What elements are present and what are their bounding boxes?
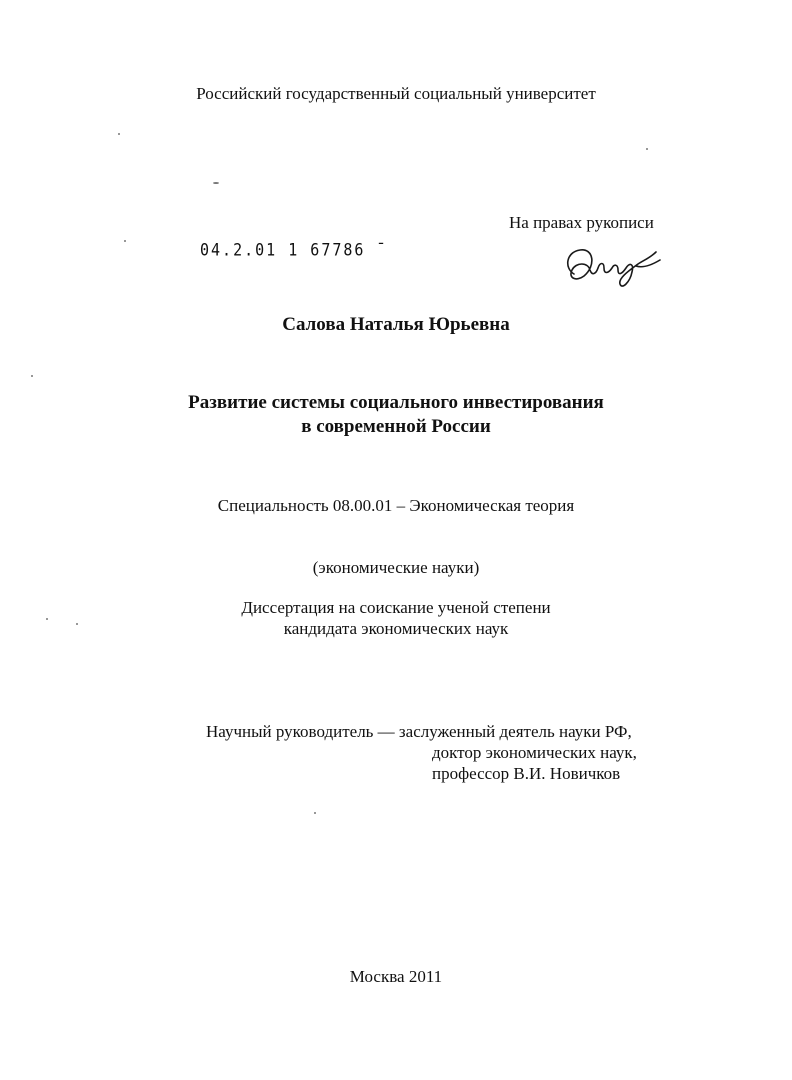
scan-speck [31, 375, 33, 377]
university-name: Российский государственный социальный университет [196, 84, 596, 103]
author-name: Салова Наталья Юрьевна [282, 314, 510, 335]
scan-speck [646, 148, 648, 150]
scan-speck [314, 812, 316, 814]
signature-icon [560, 240, 670, 292]
scan-speck [118, 133, 120, 135]
dissertation-title-line-2: в современной России [301, 416, 491, 437]
manuscript-rights-label: На правах рукописи [509, 213, 654, 232]
supervisor-line-2: доктор экономических наук, [432, 743, 637, 762]
scan-speck [124, 240, 126, 242]
specialty: Специальность 08.00.01 – Экономическая теория [217, 496, 575, 515]
degree-line-1: Диссертация на соискание ученой степени [241, 598, 551, 617]
supervisor-line-1: Научный руководитель — заслуженный деятель науки РФ, [206, 722, 632, 741]
supervisor-line-3: профессор В.И. Новичков [432, 764, 621, 783]
degree-line-2: кандидата экономических наук [283, 619, 509, 638]
city-and-year: Москва 2011 [349, 967, 443, 986]
registration-stamp: 04.2.01 1 67786 ˉ [200, 239, 388, 260]
dissertation-title-line-1: Развитие системы социального инвестирования [188, 392, 604, 413]
field-of-science: (экономические науки) [312, 558, 480, 577]
scan-speck [46, 618, 48, 620]
scan-speck [213, 182, 219, 184]
scan-speck [76, 623, 78, 625]
